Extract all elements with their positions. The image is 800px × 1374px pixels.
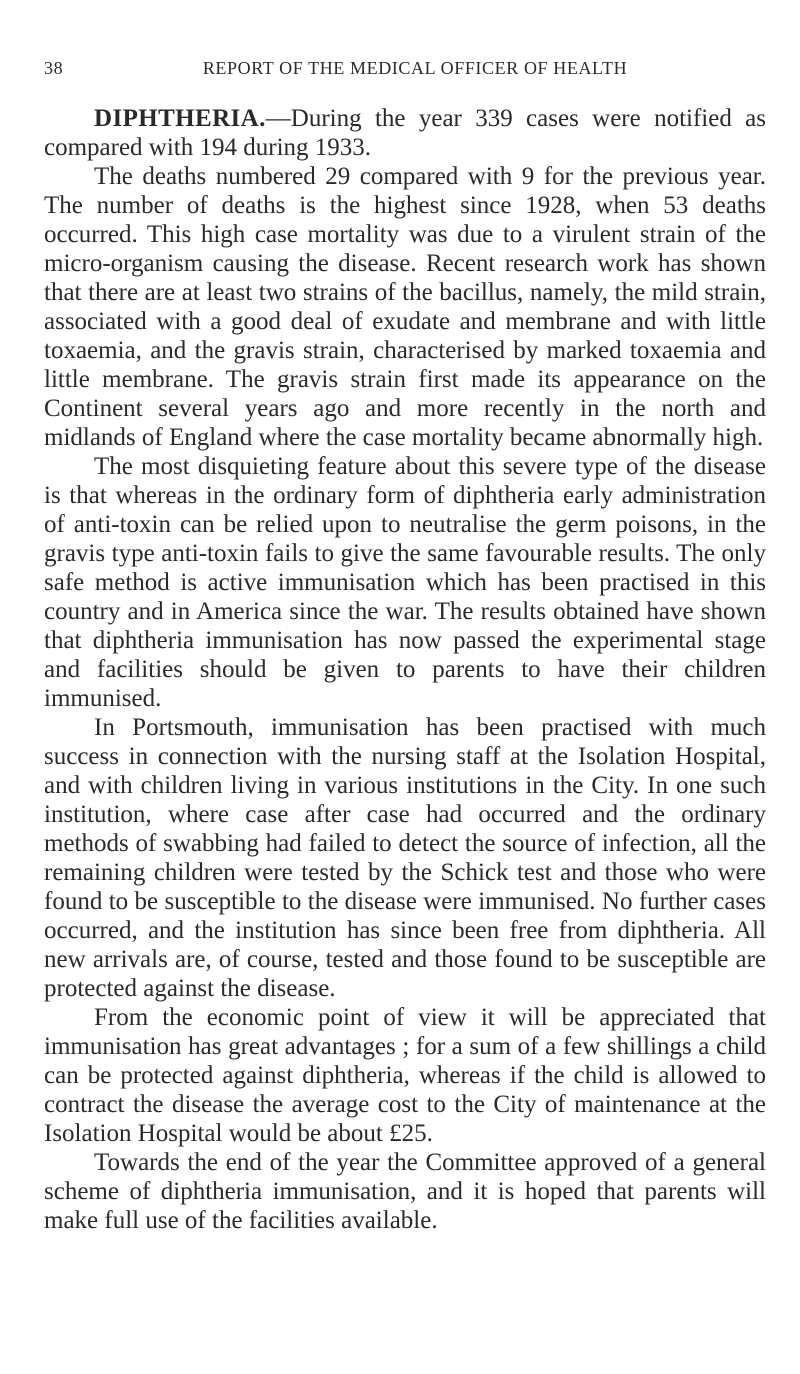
running-title: REPORT OF THE MEDICAL OFFICER OF HEALTH (202, 58, 628, 78)
paragraph-deaths: The deaths numbered 29 compared with 9 for the previous year. The number of deaths is the highest since 1928, when 53 deaths occurred. This high case mortality was due to a virulent strain of the micro-organism causing the disease. Recent research work has shown that there are at least two strains of the bacillus, namely, the mild strain, associated with a good deal of exudate and membrane and with little toxaemia, and the gravis strain, characterised by marked toxaemia and little membrane. The gravis strain first made its appearance on the Continent several years ago and more recently in the north and midlands of England where the case mortality became abnormally high. (44, 163, 766, 451)
report-body (44, 104, 766, 1235)
paragraph-economic: From the economic point of view it will be appreciated that immunisation has great advantages ; for a sum of a few shillings a child can be protected against diphtheria, whereas if the child is allowed to contract the disease the average cost to the City of maintenance at the Isolation Hospital would be about £25. (44, 1004, 766, 1147)
paragraph-portsmouth: In Portsmouth, immunisation has been practised with much success in connection with the nursing staff at the Isolation Hospital, and with children living in various institutions in the City. In one such institution, where case after case had occurred and the ordinary methods of swabbing had failed to detect the source of infection, all the remaining children were tested by the Schick test and those who were found to be susceptible to the disease were immunised. No further cases occurred, and the institution has since been free from diphtheria. All new arrivals are, of course, tested and those found to be susceptible are protected against the disease. (44, 714, 766, 1002)
page-number: 38 (44, 58, 64, 78)
paragraph-committee: Towards the end of the year the Committee approved of a general scheme of diphtheria immunisation, and it is hoped that parents will make full use of the facilities available. (44, 1149, 766, 1234)
paragraph-gravis-type: The most disquieting feature about this severe type of the disease is that whereas in the ordinary form of diphtheria early administration of anti-toxin can be relied upon to neutralise the germ poisons, in the gravis type anti-toxin fails to give the same favourable results. The only safe method is active immunisation which has been practised in this country and in America since the war. The results obtained have shown that diphtheria immunisation has now passed the experimental stage and facilities should be given to parents to have their children immunised. (44, 453, 766, 712)
running-header (44, 58, 766, 88)
section-lead-text: —During the year 339 cases were notified as compared with 194 during 1933. (44, 105, 766, 161)
section-intro-paragraph (44, 104, 766, 162)
section-heading: DIPHTHERIA. (94, 105, 266, 132)
